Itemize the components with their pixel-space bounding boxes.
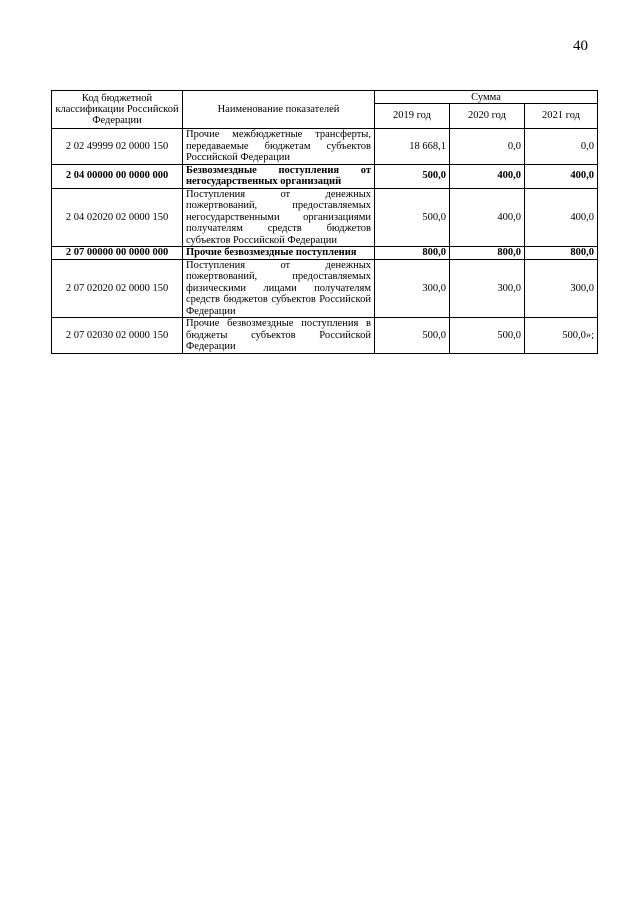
row-value-2019: 800,0 [375, 247, 450, 260]
row-name: Поступления от денежных пожертвований, предоставляемых негосударственными организациями получателям средств бюджетов субъектов Российской Федерации [183, 188, 375, 247]
budget-table [51, 90, 598, 354]
row-name: Прочие безвозмездные поступления в бюджеты субъектов Российской Федерации [183, 318, 375, 354]
header-sum: Сумма [375, 91, 598, 104]
page-number: 40 [573, 38, 588, 54]
row-value-2021: 500,0»; [525, 318, 598, 354]
row-code: 2 04 02020 02 0000 150 [52, 188, 183, 247]
row-value-2020: 400,0 [450, 164, 525, 188]
row-code: 2 07 00000 00 0000 000 [52, 247, 183, 260]
row-value-2019: 300,0 [375, 259, 450, 318]
header-year-2020: 2020 год [450, 104, 525, 129]
table-row [52, 188, 598, 247]
row-value-2021: 800,0 [525, 247, 598, 260]
row-value-2020: 500,0 [450, 318, 525, 354]
header-year-2021: 2021 год [525, 104, 598, 129]
row-name: Поступления от денежных пожертвований, предоставляемых физическими лицами получателям средств бюджетов субъектов Российской Федерации [183, 259, 375, 318]
row-value-2021: 400,0 [525, 164, 598, 188]
row-code: 2 07 02030 02 0000 150 [52, 318, 183, 354]
row-value-2021: 300,0 [525, 259, 598, 318]
row-name: Прочие безвозмездные поступления [183, 247, 375, 260]
row-code: 2 04 00000 00 0000 000 [52, 164, 183, 188]
table-row [52, 318, 598, 354]
table-row [52, 129, 598, 165]
table-row [52, 259, 598, 318]
row-value-2021: 0,0 [525, 129, 598, 165]
table-row [52, 164, 598, 188]
row-name: Прочие межбюджетные трансферты, передаваемые бюджетам субъектов Российской Федерации [183, 129, 375, 165]
row-value-2020: 800,0 [450, 247, 525, 260]
row-code: 2 07 02020 02 0000 150 [52, 259, 183, 318]
row-value-2019: 18 668,1 [375, 129, 450, 165]
row-value-2019: 500,0 [375, 318, 450, 354]
row-code: 2 02 49999 02 0000 150 [52, 129, 183, 165]
row-value-2021: 400,0 [525, 188, 598, 247]
row-name: Безвозмездные поступления от негосударственных организаций [183, 164, 375, 188]
header-name: Наименование показателей [183, 91, 375, 129]
header-year-2019: 2019 год [375, 104, 450, 129]
table-row [52, 247, 598, 260]
header-code: Код бюджетной классификации Российской Федерации [52, 91, 183, 129]
row-value-2019: 500,0 [375, 164, 450, 188]
row-value-2020: 300,0 [450, 259, 525, 318]
row-value-2020: 0,0 [450, 129, 525, 165]
row-value-2019: 500,0 [375, 188, 450, 247]
row-value-2020: 400,0 [450, 188, 525, 247]
